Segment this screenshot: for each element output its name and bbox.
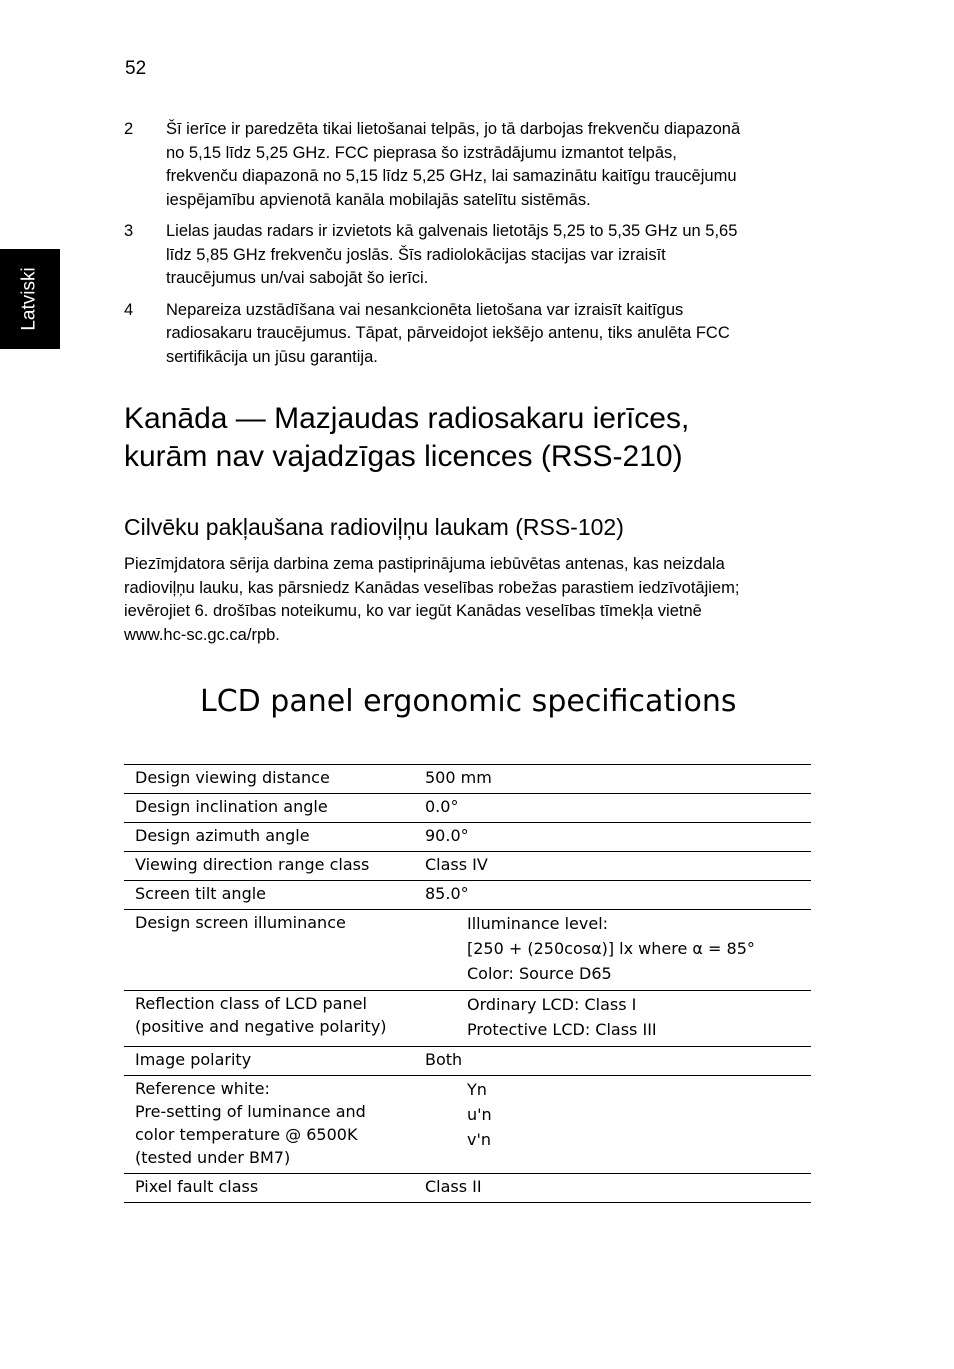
table-row bbox=[124, 1047, 811, 1076]
spec-value-line: Both bbox=[425, 1050, 463, 1069]
spec-label bbox=[124, 852, 425, 880]
numbered-list bbox=[124, 118, 814, 377]
body-paragraph bbox=[124, 553, 814, 647]
spec-table bbox=[124, 764, 811, 1203]
spec-label-line: Reflection class of LCD panel bbox=[135, 994, 367, 1013]
text-line: frekvenču diapazonā no 5,15 līdz 5,25 GHz, lai samazinātu kaitīgu traucējumu bbox=[166, 167, 737, 185]
spec-value-line: Class II bbox=[425, 1177, 482, 1196]
subsection-heading: Cilvēku pakļaušana radioviļņu laukam (RSS-102) bbox=[124, 514, 624, 540]
list-item-number: 2 bbox=[124, 120, 134, 138]
table-row bbox=[124, 852, 811, 881]
spec-value-line: 85.0° bbox=[425, 884, 469, 903]
spec-value-line: 0.0° bbox=[425, 797, 459, 816]
text-line: traucējumus un/vai sabojāt šo ierīci. bbox=[166, 269, 429, 287]
language-side-tab bbox=[0, 249, 60, 349]
spec-label bbox=[124, 991, 425, 1046]
spec-value bbox=[425, 881, 811, 909]
spec-label bbox=[124, 794, 425, 822]
spec-value-line: Class IV bbox=[425, 855, 488, 874]
spec-value-line: Ordinary LCD: Class I bbox=[467, 995, 637, 1014]
text-line: sertifikācija un jūsu garantija. bbox=[166, 347, 378, 366]
spec-value bbox=[425, 910, 811, 990]
text-line: Šī ierīce ir paredzēta tikai lietošanai telpās, jo tā darbojas frekvenču diapazonā bbox=[166, 120, 741, 138]
text-line: radioviļņu lauku, kas pārsniedz Kanādas veselības robežas parastiem iedzīvotājiem; bbox=[124, 578, 740, 597]
table-row bbox=[124, 765, 811, 794]
text-line: līdz 5,85 GHz frekvenču joslās. Šīs radiolokācijas stacijas var izraisīt bbox=[166, 245, 666, 264]
spec-label-line: color temperature @ 6500K bbox=[135, 1125, 358, 1144]
spec-label-line: Pre-setting of luminance and bbox=[135, 1102, 366, 1121]
spec-label-line: Viewing direction range class bbox=[135, 855, 370, 874]
spec-value bbox=[425, 991, 811, 1046]
text-line: www.hc-sc.gc.ca/rpb. bbox=[124, 625, 280, 644]
spec-value bbox=[425, 1047, 811, 1075]
spec-value-line: 500 mm bbox=[425, 768, 492, 787]
spec-label-line: Design inclination angle bbox=[135, 797, 328, 816]
spec-label-line: Screen tilt angle bbox=[135, 884, 267, 903]
heading-line: Kanāda — Mazjaudas radiosakaru ierīces, bbox=[124, 402, 690, 435]
spec-value bbox=[425, 1076, 811, 1173]
text-line: Piezīmjdatora sērija darbina zema pastiprinājuma iebūvētas antenas, kas neizdala bbox=[124, 555, 725, 573]
list-item bbox=[124, 299, 814, 370]
list-item-text bbox=[166, 220, 814, 291]
spec-label-line: Image polarity bbox=[135, 1050, 252, 1069]
spec-value bbox=[425, 852, 811, 880]
spec-label bbox=[124, 765, 425, 793]
text-line: no 5,15 līdz 5,25 GHz. FCC pieprasa šo izstrādājumu izmantot telpās, bbox=[166, 143, 677, 162]
spec-value-line: v'n bbox=[467, 1130, 492, 1149]
table-row bbox=[124, 991, 811, 1047]
list-item bbox=[124, 118, 814, 212]
spec-label-line: Reference white: bbox=[135, 1079, 270, 1098]
table-row bbox=[124, 1076, 811, 1174]
spec-label bbox=[124, 1174, 425, 1202]
table-row bbox=[124, 823, 811, 852]
spec-label-line: Design viewing distance bbox=[135, 768, 330, 787]
heading-line: kurām nav vajadzīgas licences (RSS-210) bbox=[124, 440, 683, 473]
table-row bbox=[124, 881, 811, 910]
spec-label bbox=[124, 881, 425, 909]
table-row bbox=[124, 1174, 811, 1203]
spec-value-line: Color: Source D65 bbox=[467, 964, 612, 983]
section-heading bbox=[124, 400, 844, 476]
spec-label bbox=[124, 1076, 425, 1173]
spec-value bbox=[425, 1174, 811, 1202]
spec-value bbox=[425, 765, 811, 793]
spec-value-line: u'n bbox=[467, 1105, 492, 1124]
page-number: 52 bbox=[125, 58, 147, 79]
spec-value-line: 90.0° bbox=[425, 826, 469, 845]
spec-value bbox=[425, 794, 811, 822]
text-line: Nepareiza uzstādīšana vai nesankcionēta lietošana var izraisīt kaitīgus bbox=[166, 300, 684, 319]
list-item bbox=[124, 220, 814, 291]
spec-label-line: (tested under BM7) bbox=[135, 1148, 291, 1167]
text-line: Lielas jaudas radars ir izvietots kā galvenais lietotājs 5,25 to 5,35 GHz un 5,65 bbox=[166, 222, 738, 240]
spec-value-line: [250 + (250cosα)] lx where α = 85° bbox=[467, 939, 755, 958]
list-item-number: 4 bbox=[124, 300, 134, 319]
text-line: ievērojiet 6. drošības noteikumu, ko var iegūt Kanādas veselības tīmekļa vietnē bbox=[124, 602, 702, 620]
spec-label bbox=[124, 823, 425, 851]
spec-label-line: Design screen illuminance bbox=[135, 913, 346, 932]
text-line: iespējamību apvienotā kanāla mobilajās satelītu sistēmās. bbox=[166, 190, 591, 209]
list-item-text bbox=[166, 118, 814, 212]
spec-value-line: Yn bbox=[467, 1080, 487, 1099]
text-line: radiosakaru traucējumus. Tāpat, pārveidojot iekšējo antenu, tiks anulēta FCC bbox=[166, 324, 730, 342]
spec-label bbox=[124, 910, 425, 990]
spec-value-line: Illuminance level: bbox=[467, 914, 609, 933]
list-item-number: 3 bbox=[124, 222, 134, 240]
language-tab-label: Latviski bbox=[19, 267, 41, 331]
spec-label bbox=[124, 1047, 425, 1075]
spec-label-line: (positive and negative polarity) bbox=[135, 1017, 387, 1036]
lcd-specs-title: LCD panel ergonomic specifications bbox=[200, 684, 737, 719]
table-row bbox=[124, 910, 811, 991]
spec-label-line: Design azimuth angle bbox=[135, 826, 310, 845]
spec-value bbox=[425, 823, 811, 851]
spec-value-line: Protective LCD: Class III bbox=[467, 1020, 657, 1039]
table-row bbox=[124, 794, 811, 823]
list-item-text bbox=[166, 299, 814, 370]
spec-label-line: Pixel fault class bbox=[135, 1177, 259, 1196]
